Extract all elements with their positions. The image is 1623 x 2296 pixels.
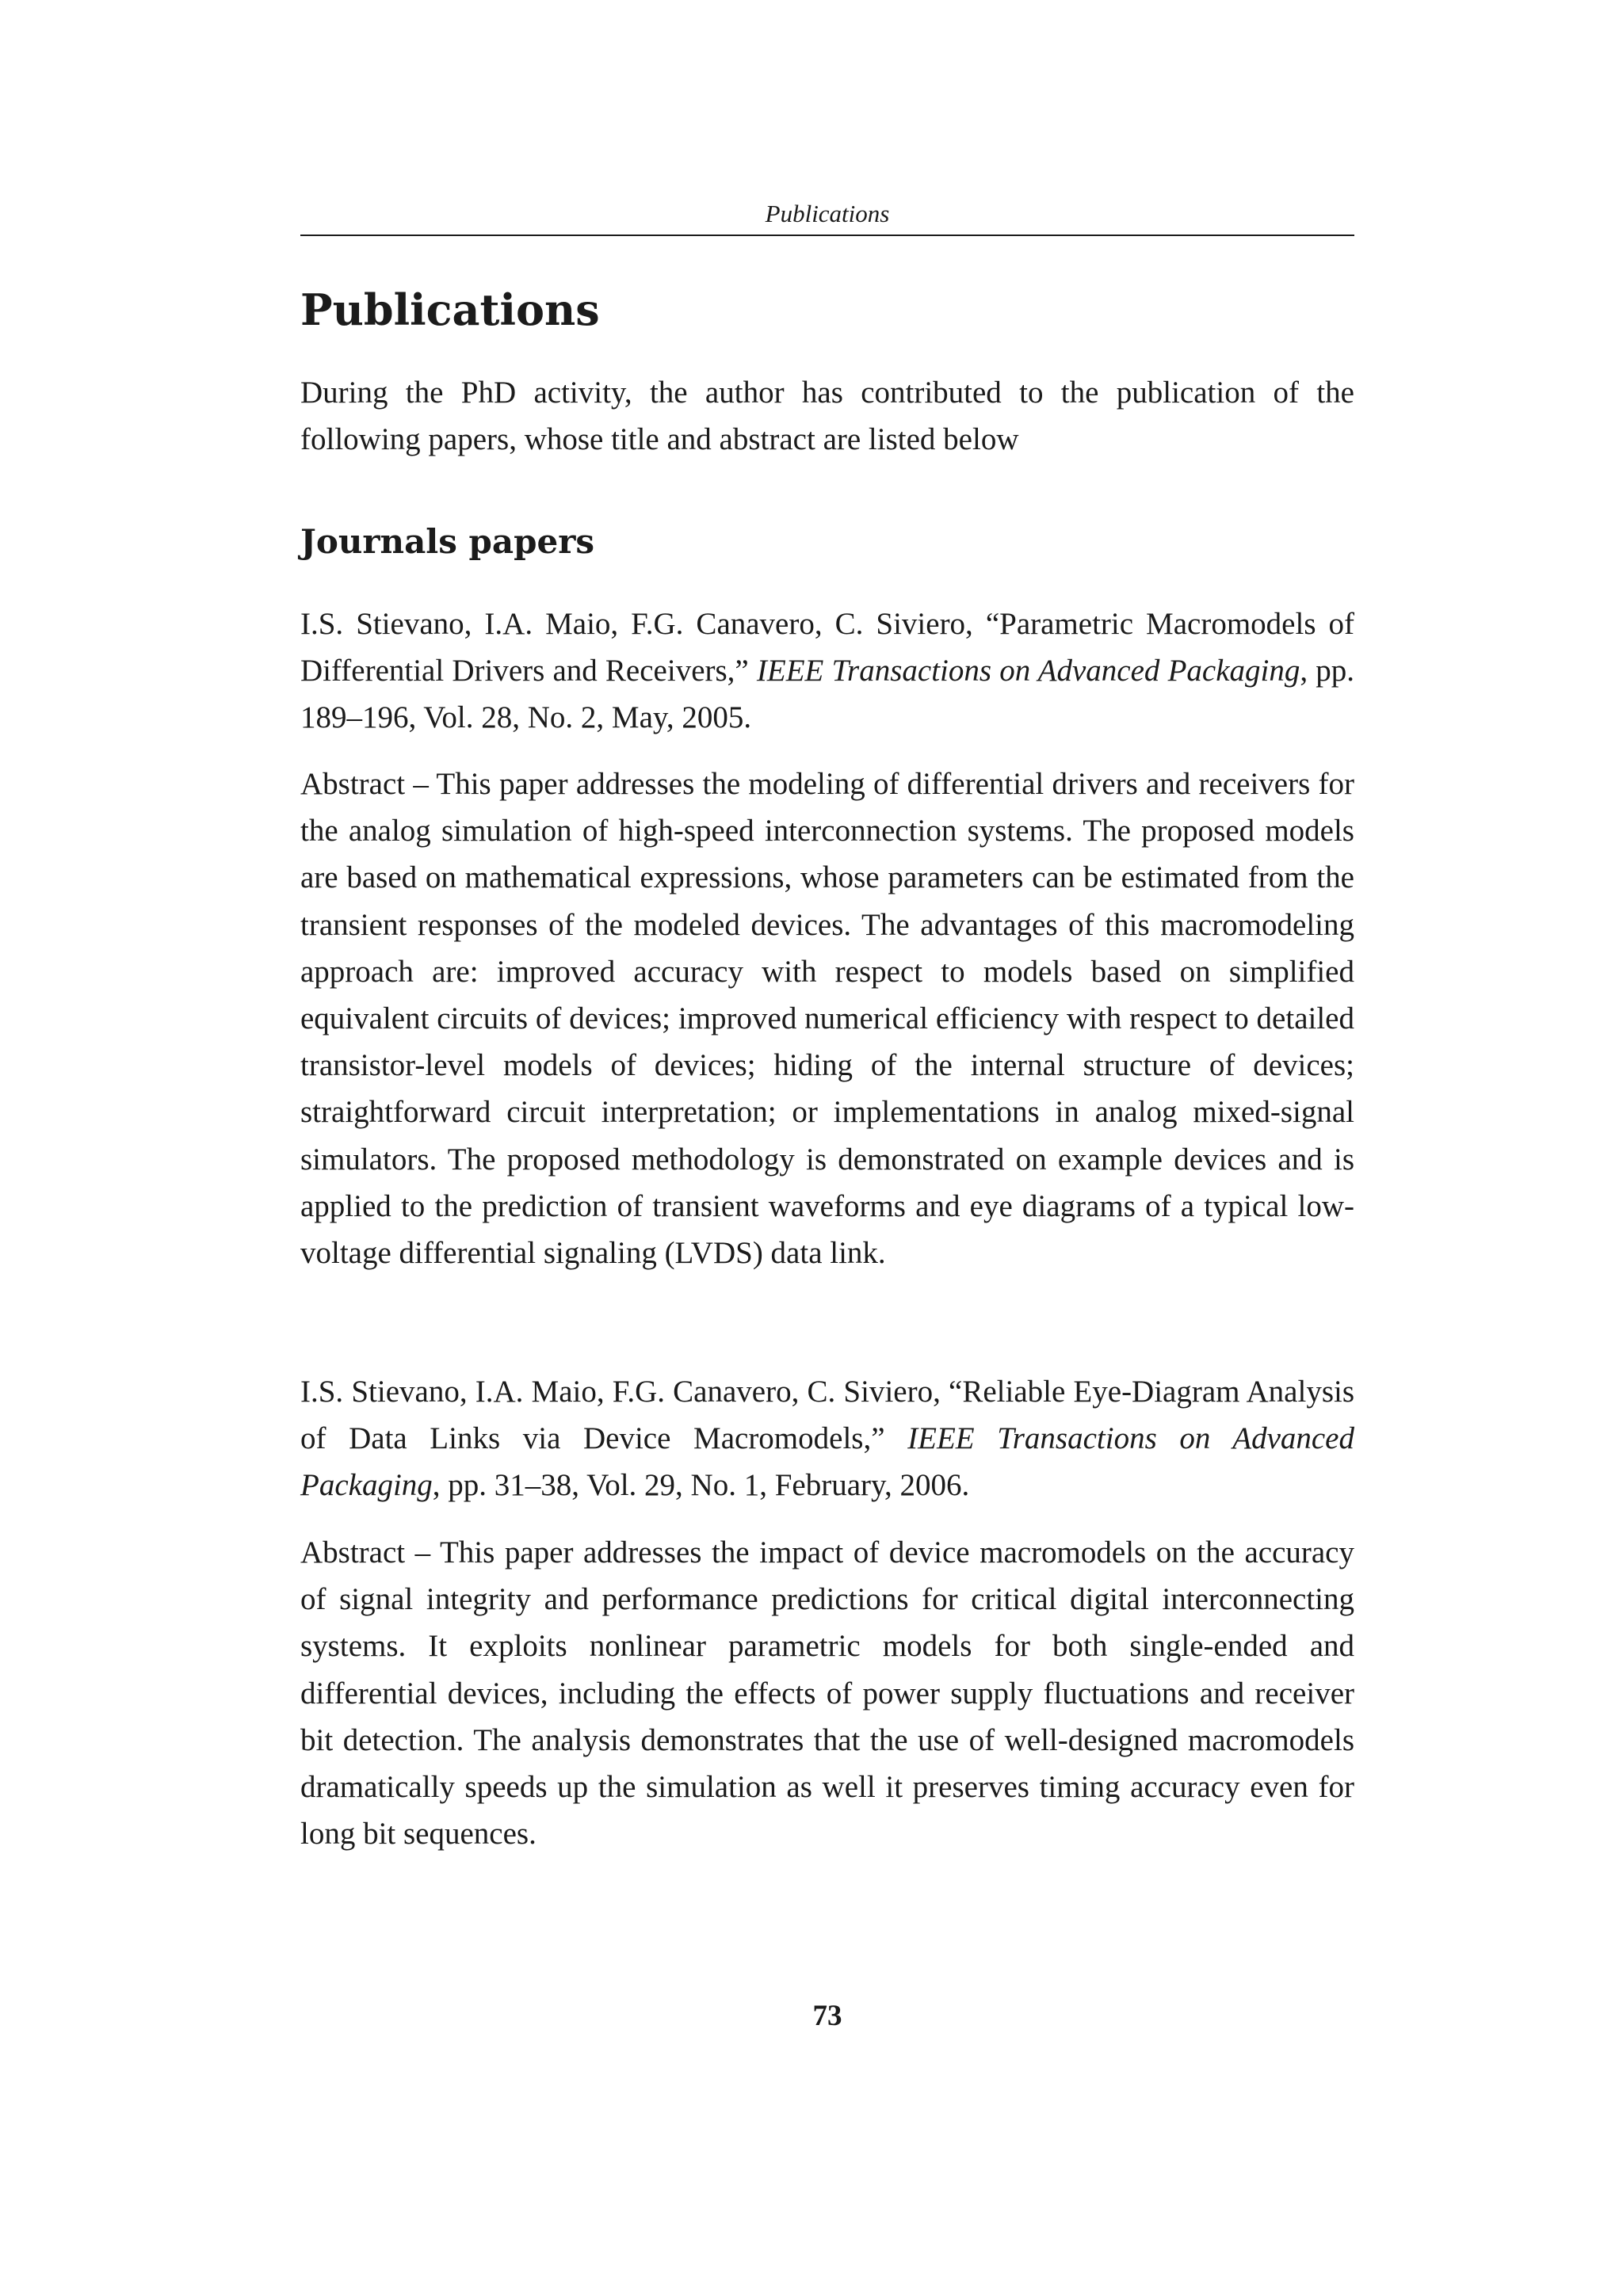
paper-1-title: “Parametric Macromodels of Differential Drivers and Receivers,”: [300, 607, 1355, 688]
page-number: 73: [812, 2000, 842, 2032]
paper-2-abstract: Abstract – This paper addresses the impact of device macromodels on the accuracy of signal integrity and performance predictions for critical digital interconnecting systems. It exploits nonlinear parametric models for both single-ended and differential devices, including the effects of power supply fluctuations and receiver bit detection. The analysis demonstrates that the use of well-designed macromodels dramatically speeds up the simulation as well it preserves timing accuracy even for long bit sequences.: [300, 1535, 1354, 1852]
paper-1-journal: IEEE Transactions on Advanced Packaging: [756, 654, 1300, 688]
paper-2-details: , pp. 31–38, Vol. 29, No. 1, February, 2006.: [432, 1468, 970, 1503]
paper-1-authors: I.S. Stievano, I.A. Maio, F.G. Canavero, C. Siviero,: [300, 607, 973, 641]
chapter-intro: During the PhD activity, the author has contributed to the publication of the following papers, whose title and abstract are listed below: [300, 376, 1354, 456]
running-header: Publications: [765, 200, 890, 227]
header-rule: [300, 235, 1354, 236]
document-page: [300, 0, 1354, 2296]
paper-2-title: “Reliable Eye-Diagram Analysis of Data Links via Device Macromodels,”: [300, 1375, 1355, 1456]
paper-2-journal: IEEE Transactions on Advanced Packaging: [300, 1421, 1354, 1503]
paper-2-citation: [300, 1368, 1354, 1509]
paper-1-details: , pp. 189–196, Vol. 28, No. 2, May, 2005.: [300, 654, 1355, 735]
chapter-title: Publications: [300, 284, 600, 335]
paper-1-citation: [300, 601, 1354, 742]
section-title: Journals papers: [300, 522, 594, 561]
paper-2-authors: I.S. Stievano, I.A. Maio, F.G. Canavero, C. Siviero,: [300, 1375, 941, 1409]
paper-1-abstract: Abstract – This paper addresses the modeling of differential drivers and receivers for the analog simulation of high-speed interconnection systems. The proposed models are based on mathematical expressions, whose parameters can be estimated from the transient responses of the modeled devices. The advantages of this macromodeling approach are: improved accuracy with respect to models based on simplified equivalent circuits of devices; improved numerical efficiency with respect to detailed transistor-level models of devices; hiding of the internal structure of devices; straightforward circuit interpretation; or implementations in analog mixed-signal simulators. The proposed methodology is demonstrated on example devices and is applied to the prediction of transient waveforms and eye diagrams of a typical low-voltage differential signaling (LVDS) data link.: [300, 767, 1354, 1271]
